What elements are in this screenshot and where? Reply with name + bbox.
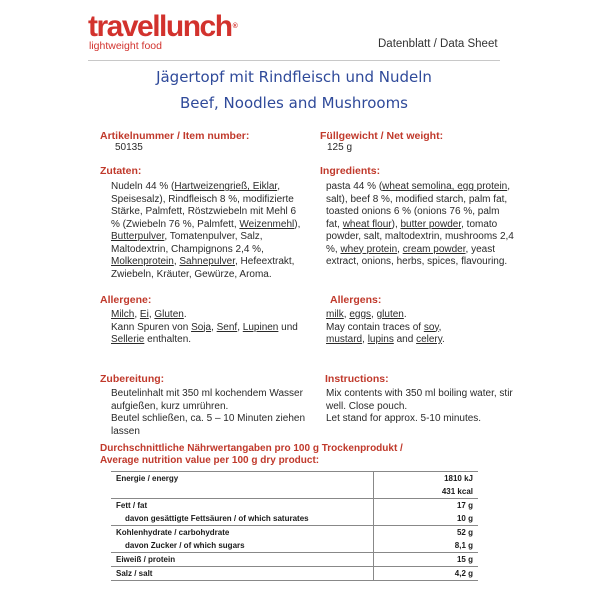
product-title-en: Beef, Noodles and Mushrooms [179,94,409,112]
nutrient-value: 15 g [374,553,479,567]
allergen-term: gluten [376,309,404,320]
nutrient-value: 4,2 g [374,567,479,581]
allergen-term: Soja [191,321,212,333]
nutrient-label: Fett / fat [111,499,374,513]
allergen-term: soy [423,321,439,333]
nutrition-heading-en: Average nutrition value per 100 g dry product: [100,455,320,466]
nutrition-heading-de: Durchschnittliche Nährwertangaben pro 100 g Trockenprodukt / [100,443,403,454]
allergen-term: Gluten [154,309,184,320]
nutrient-label: Energie / energy [111,472,374,486]
text-segment: ), [391,218,401,230]
text-segment: und [278,321,298,333]
instructions-heading: Instructions: [325,373,389,385]
allergen-term: wheat semolina, egg protein [382,181,508,192]
item-number-value: 50135 [115,142,143,153]
ingredients-heading: Ingredients: [320,165,381,177]
nutrient-label: Eiweiß / protein [111,553,374,567]
logo-tagline: lightweight food [89,40,162,52]
allergen-term: Butterpulver [111,231,165,242]
logo-wordmark: travellunch [88,10,232,43]
text-segment: , [173,256,180,267]
nutrient-label: davon Zucker / of which sugars [125,541,245,550]
item-number-label: Artikelnummer / Item number: [100,130,250,142]
brand-logo [88,10,237,52]
zutaten-heading: Zutaten: [100,165,142,177]
nutrient-label: davon gesättigte Fettsäuren / of which saturates [125,514,309,523]
text-segment: , [211,321,217,333]
allergen-term: whey protein [340,243,398,255]
text-segment: , [148,309,155,320]
allergen-term: cream powder [402,243,466,255]
allergen-term: Lupinen [242,321,279,333]
text-segment: . Kann Spuren von [111,309,189,333]
text-segment: , [343,309,350,320]
allergen-term: Ei [139,309,149,320]
nutrition-row [111,539,478,553]
text-segment: ), [294,218,301,230]
product-title-de: Jägertopf mit Rindfleisch und Nudeln [156,68,432,86]
text-segment: , [371,309,377,320]
nutrient-value: 1810 kJ [374,472,479,486]
nutrient-label [111,485,374,499]
allergen-term: Milch [111,309,135,320]
text-segment: , Tomatenpulver, Salz, Maltodextrin, Champignons 2,4 %, [111,231,264,255]
nutrient-label: Kohlenhydrate / carbohydrate [111,526,374,540]
zubereitung-heading: Zubereitung: [100,373,165,385]
nutrition-row [111,526,478,540]
registered-mark: ® [232,23,237,30]
text-segment: , [438,321,442,333]
nutrition-row [111,485,478,499]
net-weight-label: Füllgewicht / Net weight: [320,130,444,142]
text-segment: and [393,334,417,345]
allergen-term: butter powder [400,218,462,230]
instructions-text: Mix contents with 350 ml boiling water, stir well. Close pouch. Let stand for approx. 5-10 minutes. [326,388,513,424]
allergen-term: eggs [349,309,372,320]
zutaten-text [111,181,307,281]
text-segment: . May contain traces of [326,309,422,333]
data-sheet-label: Datenblatt / Data Sheet [378,38,498,50]
nutrition-row [111,567,478,581]
allergen-term: Senf [216,321,238,333]
allergene-heading: Allergene: [100,294,152,306]
nutrient-label: Salz / salt [111,567,374,581]
allergene-text [111,309,307,347]
text-segment: Nudeln 44 % ( [111,181,175,192]
nutrient-value: 10 g [374,512,479,526]
nutrient-value: 8,1 g [374,539,479,553]
allergen-term: Weizenmehl [239,218,295,230]
nutrient-value: 17 g [374,499,479,513]
nutrition-row [111,499,478,513]
nutrition-row [111,472,478,486]
text-segment: enthalten. [144,334,192,345]
nutrition-table [111,471,478,581]
nutrient-value: 52 g [374,526,479,540]
text-segment: , tomato powder, salt, maltodextrin, mushrooms 2,4 %, [326,218,514,255]
text-segment: , Hefeextrakt, Zwiebeln, Kräuter, Gewürze, Aroma. [111,256,295,280]
allergen-term: wheat flour [342,218,392,230]
text-segment: pasta 44 % ( [326,181,383,192]
allergen-term: mustard [326,334,363,345]
allergen-term: Hartweizengrieß, Eiklar [174,181,278,192]
text-segment: , [397,243,403,255]
text-segment: , [134,309,140,320]
text-segment: , salt), beef 8 %, modified starch, palm fat, toasted onions 6 % (onions 76 %, palm fat, [326,181,511,230]
net-weight-value: 125 g [327,142,353,153]
header-divider [88,60,500,61]
nutrient-value: 431 kcal [374,485,479,499]
text-segment: , Speisesalz), Rindfleisch 8 %, modifizierte Stärke, Palmfett, Röstzwiebeln mit Mehl 6 % (Zwiebeln 76 %, Palmfett, [111,181,297,230]
nutrition-row [111,512,478,526]
allergens-text [326,309,514,347]
allergen-term: Molkenprotein [111,256,174,267]
allergen-term: lupins [367,334,394,345]
allergen-term: milk [326,309,344,320]
allergen-term: Sellerie [111,334,145,345]
allergen-term: celery [416,334,443,345]
ingredients-text [326,181,514,269]
zubereitung-text: Beutelinhalt mit 350 ml kochendem Wasser aufgießen, kurz umrühren. Beutel schließen, ca. 5 – 10 Minuten ziehen lassen [111,388,306,437]
allergens-heading: Allergens: [330,294,382,306]
nutrition-row [111,553,478,567]
text-segment: , [237,321,243,333]
text-segment: , yeast extract, onions, herbs, spices, flavouring. [326,243,508,267]
allergen-term: Sahnepulver [179,256,235,267]
text-segment: , [362,334,368,345]
text-segment: . [442,334,445,345]
